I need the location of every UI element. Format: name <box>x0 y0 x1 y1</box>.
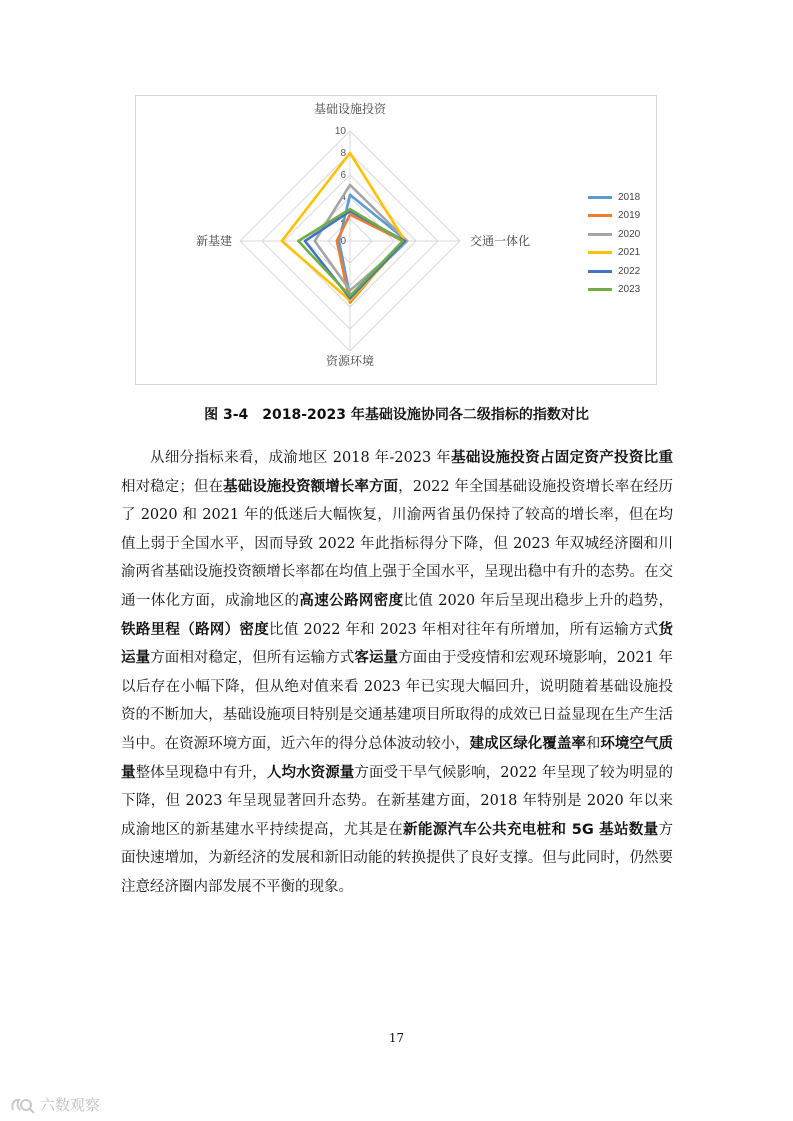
text-run: 比值 2022 年和 2023 年相对往年有所增加，所有运输方式 <box>269 621 659 638</box>
tick-label: 4 <box>340 192 346 203</box>
watermark-logo-icon <box>10 1096 36 1114</box>
tick-label: 10 <box>334 126 346 137</box>
legend-item <box>588 281 640 300</box>
legend-label: 2019 <box>618 210 641 222</box>
text-run: 相对稳定；但在 <box>121 478 224 495</box>
legend-item <box>588 207 640 226</box>
legend-swatch <box>588 233 612 236</box>
bold-term: 人均水资源量 <box>266 764 355 781</box>
body-paragraph <box>121 444 673 902</box>
bold-term: 铁路里程（路网）密度 <box>121 621 270 638</box>
legend-label: 2021 <box>618 247 641 259</box>
axis-label: 资源环境 <box>325 354 375 368</box>
legend-swatch <box>588 288 612 291</box>
legend-label: 2018 <box>618 191 641 203</box>
axis-label: 基础设施投资 <box>313 101 387 116</box>
watermark-text: 六数观察 <box>40 1096 101 1114</box>
text-run: 方面相对稳定，但所有运输方式 <box>150 650 355 667</box>
bold-term: 建成区绿化覆盖率 <box>469 735 586 752</box>
radar-chart <box>135 95 657 385</box>
text-run: 方面由于受疫情和宏观环境影响，2021 年以后存在小幅下降，但从绝对值来看 2023 年已实现大幅回升，说明随着基础设施投资的不断加大，基础设施项目特别是交通基建项目所取得的成效已日益显现在生产生活当中。在资源环境方面，近六年的得分总体波动较小， <box>121 650 674 752</box>
axis-label: 新基建 <box>195 234 232 248</box>
tick-label: 0 <box>340 236 346 247</box>
text-run: 方面受干旱气候影响，2022 年呈现了较为明显的下降，但 2023 年呈现显著回升态势。在新基建方面，2018 年特别是 2020 年以来成渝地区的新基建水平持续提高，尤其是在 <box>121 764 674 838</box>
chart-legend <box>588 188 640 299</box>
bold-term: 基础设施投资额增长率方面 <box>223 478 399 495</box>
legend-label: 2023 <box>618 284 641 296</box>
text-run: 和 <box>585 735 601 752</box>
legend-swatch <box>588 214 612 217</box>
bold-term: 新能源汽车公共充电桩和 5G 基站数量 <box>403 821 659 838</box>
bold-term: 高速公路网密度 <box>299 592 404 609</box>
legend-swatch <box>588 196 612 199</box>
bold-term: 货运量 <box>121 621 673 667</box>
tick-label: 6 <box>340 170 346 181</box>
axis-label: 交通一体化 <box>470 234 531 248</box>
legend-label: 2022 <box>618 265 641 277</box>
legend-label: 2020 <box>618 228 641 240</box>
bold-term: 基础设施投资占固定资产投资比重 <box>451 450 674 466</box>
legend-item <box>588 225 640 244</box>
legend-item <box>588 262 640 281</box>
text-run: 整体呈现稳中有升， <box>135 764 267 781</box>
tick-label: 2 <box>340 214 346 225</box>
figure-caption: 图 3-4 2018-2023 年基础设施协同各二级指标的指数对比 <box>204 407 589 423</box>
page-number: 17 <box>388 1031 405 1045</box>
legend-item <box>588 244 640 263</box>
text-run: 从细分指标来看，成渝地区 2018 年-2023 年 <box>150 450 451 466</box>
legend-swatch <box>588 270 612 273</box>
legend-item <box>588 188 640 207</box>
text-run: 比值 2020 年后呈现出稳步上升的趋势， <box>403 592 674 609</box>
bold-term: 客运量 <box>354 650 399 667</box>
legend-swatch <box>588 251 612 254</box>
bold-term: 环境空气质量 <box>121 735 674 781</box>
radar-plot <box>136 96 658 386</box>
watermark <box>10 1094 100 1115</box>
text-run: ，2022 年全国基础设施投资增长率在经历了 2020 和 2021 年的低迷后大幅恢复，川渝两省虽仍保持了较高的增长率，但在均值上弱于全国水平，因而导致 2022 年此指标得分下降，但 2023 年双城经济圈和川渝两省基础设施投资额增长率都在均值上强于全国水平，呈现出稳中有升的态势。在交通一体化方面，成渝地区的 <box>121 478 674 609</box>
tick-label: 8 <box>340 148 346 159</box>
text-run: 方面快速增加，为新经济的发展和新旧动能的转换提供了良好支撑。但与此同时，仍然要注意经济圈内部发展不平衡的现象。 <box>121 821 673 895</box>
